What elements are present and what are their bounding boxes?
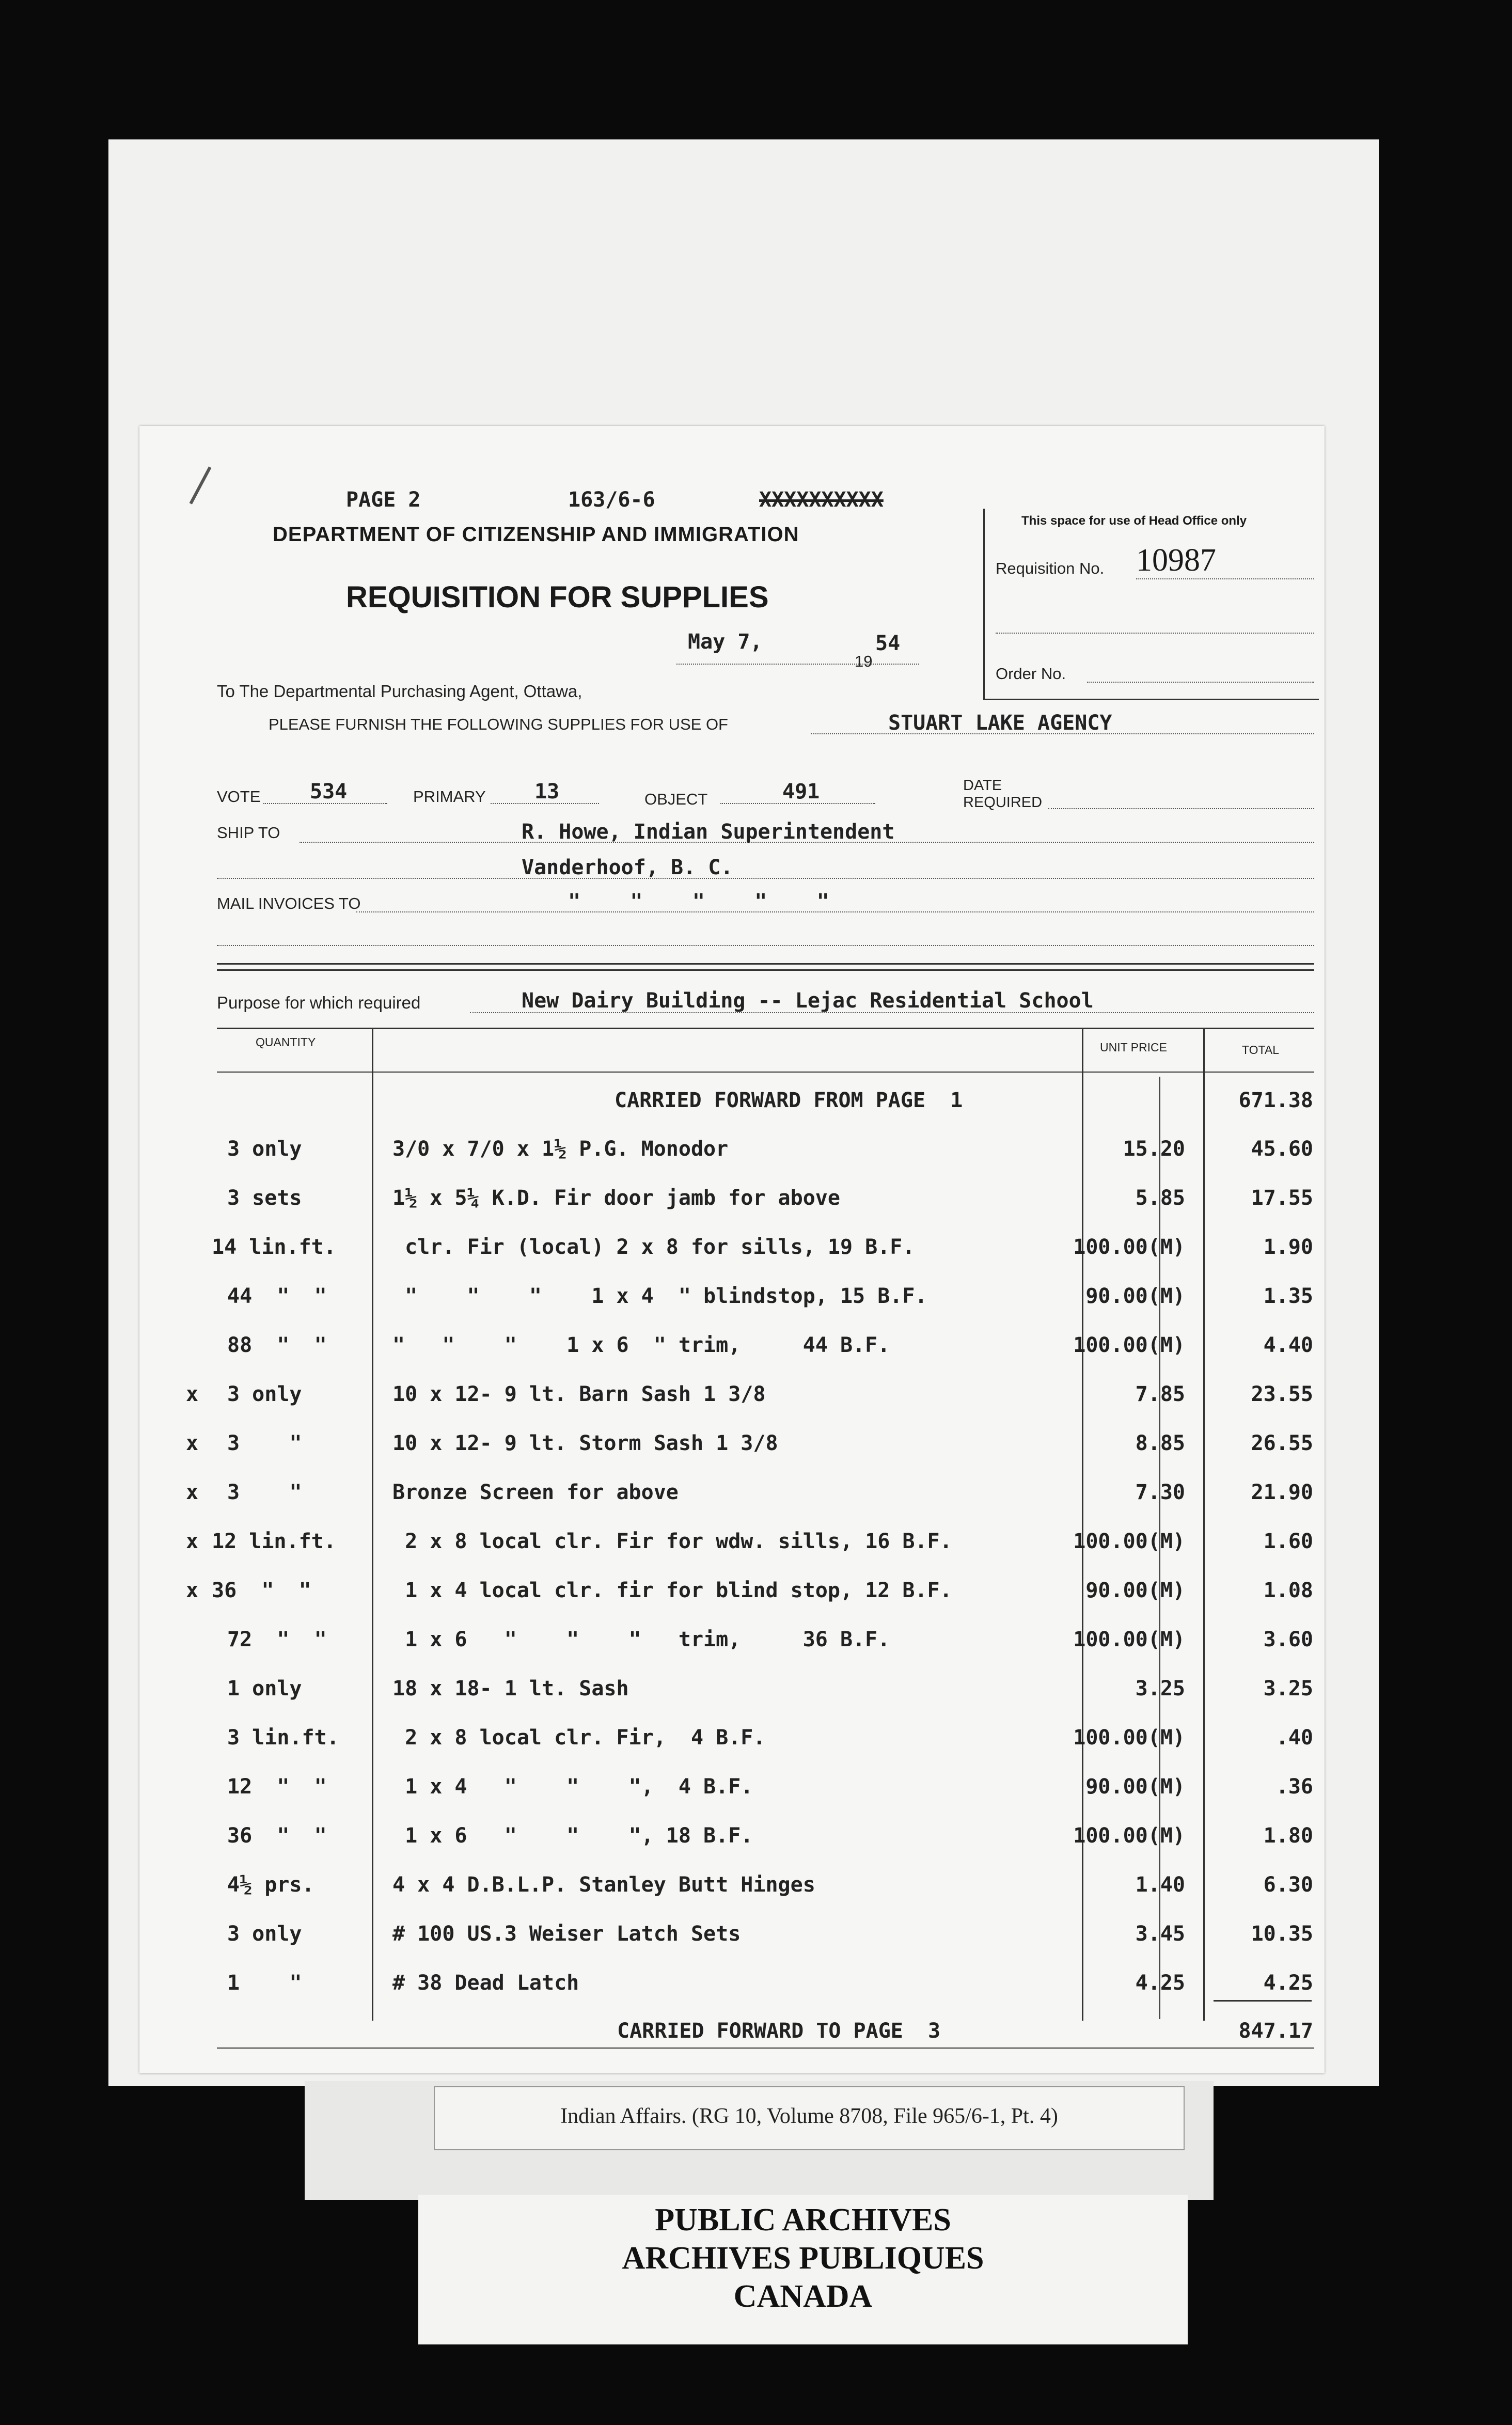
row-unit-price: 3.25	[1135, 1677, 1185, 1700]
row-total: 6.30	[1263, 1873, 1313, 1897]
row-description: 1 x 6 " " " trim, 36 B.F.	[392, 1628, 890, 1651]
row-total: .40	[1275, 1726, 1313, 1750]
archives-stamp	[418, 2195, 1188, 2344]
primary-label: PRIMARY	[413, 788, 486, 806]
requisition-form	[139, 426, 1325, 2073]
head-office-blank-dotline	[996, 633, 1314, 634]
primary-value: 13	[534, 780, 560, 804]
table-header-rule	[217, 1072, 1314, 1073]
row-unit-price: 3.45	[1135, 1922, 1185, 1946]
row-description: 2 x 8 local clr. Fir for wdw. sills, 16 B.F.	[392, 1530, 952, 1553]
archive-reference-box	[434, 2086, 1185, 2150]
row-unit-price: 7.85	[1135, 1382, 1185, 1406]
head-office-box-bottom	[983, 699, 1319, 700]
table-row	[139, 1824, 1325, 1855]
requisition-label: Requisition No.	[996, 559, 1105, 577]
row-unit-price: 5.85	[1135, 1186, 1185, 1210]
row-quantity: 1 only	[227, 1677, 302, 1700]
row-description: 3/0 x 7/0 x 1½ P.G. Monodor	[392, 1137, 729, 1161]
ship-to-label: SHIP TO	[217, 824, 280, 842]
row-total: 1.35	[1263, 1284, 1313, 1308]
order-label: Order No.	[996, 665, 1066, 683]
row-description: 1 x 4 local clr. fir for blind stop, 12 B.F.	[392, 1579, 952, 1602]
staple	[190, 466, 212, 504]
object-value: 491	[782, 780, 820, 804]
row-unit-price: 7.30	[1135, 1481, 1185, 1504]
row-description: " " " 1 x 4 " blindstop, 15 B.F.	[392, 1284, 927, 1308]
row-total: 17.55	[1251, 1186, 1313, 1210]
head-office-caption: This space for use of Head Office only	[1021, 514, 1247, 528]
table-row	[139, 1971, 1325, 2002]
row-description: 1½ x 5¼ K.D. Fir door jamb for above	[392, 1186, 840, 1210]
row-quantity: 12 lin.ft.	[212, 1530, 336, 1553]
carried-forward-from-total: 671.38	[1238, 1089, 1313, 1112]
archives-line-3: CANADA	[733, 2279, 873, 2314]
col-total: TOTAL	[1242, 1043, 1279, 1057]
row-quantity: 14 lin.ft.	[212, 1235, 336, 1259]
row-description: # 38 Dead Latch	[392, 1971, 579, 1995]
table-row	[139, 1677, 1325, 1708]
for-use-of-dotline	[811, 733, 1314, 734]
row-unit-price: 1.40	[1135, 1873, 1185, 1897]
row-quantity: 3 "	[227, 1481, 302, 1504]
mail-invoices-dotline-2	[217, 945, 1314, 946]
mail-invoices-label: MAIL INVOICES TO	[217, 894, 361, 912]
col-divider-quantity	[372, 1029, 373, 2021]
row-unit-price: 90.00(M)	[1085, 1579, 1185, 1602]
row-quantity: 3 only	[227, 1382, 302, 1406]
col-divider-total	[1203, 1029, 1205, 2021]
purpose-value: New Dairy Building -- Lejac Residential School	[522, 989, 1094, 1013]
row-description: 10 x 12- 9 lt. Barn Sash 1 3/8	[392, 1382, 766, 1406]
table-row	[139, 1186, 1325, 1217]
ship-to-dotline-1	[300, 842, 1314, 843]
row-description: 2 x 8 local clr. Fir, 4 B.F.	[392, 1726, 766, 1750]
order-dotline	[1087, 682, 1314, 683]
table-row	[139, 1922, 1325, 1953]
rule-double-1	[217, 963, 1314, 965]
row-quantity: 36 " "	[227, 1824, 327, 1848]
row-total: 1.60	[1263, 1530, 1313, 1553]
row-description: " " " 1 x 6 " trim, 44 B.F.	[392, 1333, 890, 1357]
row-mark: x	[186, 1530, 199, 1553]
table-row	[139, 1530, 1325, 1561]
row-total: 1.80	[1263, 1824, 1313, 1848]
date-required-label-1: DATE	[963, 777, 1002, 794]
carried-forward-from-text: CARRIED FORWARD FROM PAGE 1	[615, 1089, 963, 1112]
row-description: 1 x 6 " " ", 18 B.F.	[392, 1824, 753, 1848]
row-total: 1.08	[1263, 1579, 1313, 1602]
table-row	[139, 1137, 1325, 1168]
row-description: # 100 US.3 Weiser Latch Sets	[392, 1922, 741, 1946]
row-unit-price: 100.00(M)	[1073, 1726, 1185, 1750]
row-unit-price: 100.00(M)	[1073, 1530, 1185, 1553]
table-top-rule	[217, 1028, 1314, 1029]
row-quantity: 3 only	[227, 1137, 302, 1161]
table-bottom-rule	[217, 2048, 1314, 2049]
row-mark: x	[186, 1579, 199, 1602]
table-row	[139, 1333, 1325, 1364]
table-row	[139, 1235, 1325, 1266]
row-quantity: 88 " "	[227, 1333, 327, 1357]
requisition-dotline	[1136, 578, 1314, 579]
row-total: 4.25	[1263, 1971, 1313, 1995]
object-dotline	[720, 803, 875, 804]
row-quantity: 3 "	[227, 1431, 302, 1455]
row-quantity: 3 lin.ft.	[227, 1726, 339, 1750]
row-total: 10.35	[1251, 1922, 1313, 1946]
struck-text: XXXXXXXXXX	[759, 488, 884, 512]
row-mark: x	[186, 1382, 199, 1406]
furnish-line: PLEASE FURNISH THE FOLLOWING SUPPLIES FOR USE OF	[269, 715, 728, 733]
table-row	[139, 1579, 1325, 1610]
archives-line-2: ARCHIVES PUBLIQUES	[622, 2241, 984, 2276]
col-unit-price: UNIT PRICE	[1100, 1041, 1167, 1054]
carried-forward-to-total: 847.17	[1238, 2019, 1313, 2043]
row-quantity: 44 " "	[227, 1284, 327, 1308]
row-total: 1.90	[1263, 1235, 1313, 1259]
table-row	[139, 1382, 1325, 1413]
ship-to-dotline-2	[217, 878, 1314, 879]
table-row	[139, 1775, 1325, 1806]
rule-double-2	[217, 969, 1314, 971]
table-row	[139, 1628, 1325, 1659]
primary-dotline	[491, 803, 599, 804]
row-description: clr. Fir (local) 2 x 8 for sills, 19 B.F.	[392, 1235, 915, 1259]
archive-reference: Indian Affairs. (RG 10, Volume 8708, File 965/6-1, Pt. 4)	[560, 2104, 1058, 2128]
date-required-dotline	[1048, 808, 1314, 809]
purpose-dotline	[470, 1012, 1314, 1013]
row-total: 21.90	[1251, 1481, 1313, 1504]
row-description: 1 x 4 " " ", 4 B.F.	[392, 1775, 753, 1799]
file-number: 163/6-6	[568, 488, 655, 512]
row-total: .36	[1275, 1775, 1313, 1799]
object-label: OBJECT	[644, 790, 708, 808]
date-year: 54	[875, 632, 901, 655]
table-row	[139, 1873, 1325, 1904]
table-row	[139, 1431, 1325, 1462]
row-unit-price: 90.00(M)	[1085, 1775, 1185, 1799]
row-total: 45.60	[1251, 1137, 1313, 1161]
row-unit-price: 100.00(M)	[1073, 1333, 1185, 1357]
page-label: PAGE 2	[346, 488, 421, 512]
ship-to-line1: R. Howe, Indian Superintendent	[522, 820, 895, 844]
row-total: 4.40	[1263, 1333, 1313, 1357]
carried-forward-to-row	[139, 2019, 1325, 2050]
date-century: 19	[855, 652, 873, 670]
requisition-number: 10987	[1136, 543, 1216, 578]
form-title: REQUISITION FOR SUPPLIES	[346, 580, 769, 614]
table-row	[139, 1284, 1325, 1315]
row-total: 3.60	[1263, 1628, 1313, 1651]
row-quantity: 36 " "	[212, 1579, 311, 1602]
row-description: 4 x 4 D.B.L.P. Stanley Butt Hinges	[392, 1873, 815, 1897]
to-line: To The Departmental Purchasing Agent, Ottawa,	[217, 682, 582, 701]
row-description: Bronze Screen for above	[392, 1481, 679, 1504]
date-required-label-2: REQUIRED	[963, 794, 1043, 811]
row-description: 18 x 18- 1 lt. Sash	[392, 1677, 629, 1700]
date-dotline	[676, 664, 919, 665]
row-quantity: 12 " "	[227, 1775, 327, 1799]
ship-to-line2: Vanderhoof, B. C.	[522, 856, 733, 879]
head-office-box-border	[983, 509, 985, 700]
row-mark: x	[186, 1431, 199, 1455]
row-total: 23.55	[1251, 1382, 1313, 1406]
mail-invoices-value: " " " " "	[568, 890, 829, 914]
row-unit-price: 15.20	[1123, 1137, 1185, 1161]
row-total: 26.55	[1251, 1431, 1313, 1455]
row-unit-price: 100.00(M)	[1073, 1235, 1185, 1259]
col-divider-unit-price	[1082, 1029, 1083, 2021]
row-unit-price: 100.00(M)	[1073, 1824, 1185, 1848]
vote-label: VOTE	[217, 788, 261, 806]
row-quantity: 3 only	[227, 1922, 302, 1946]
subtotal-rule	[1214, 2000, 1312, 2002]
row-quantity: 4½ prs.	[227, 1873, 314, 1897]
archives-line-1: PUBLIC ARCHIVES	[655, 2202, 951, 2238]
mail-invoices-dotline-1	[356, 911, 1314, 912]
col-quantity: QUANTITY	[256, 1035, 316, 1049]
row-quantity: 72 " "	[227, 1628, 327, 1651]
row-unit-price: 8.85	[1135, 1431, 1185, 1455]
row-mark: x	[186, 1481, 199, 1504]
row-unit-price: 4.25	[1135, 1971, 1185, 1995]
date-month-day: May 7,	[688, 630, 763, 654]
carried-forward-to-text: CARRIED FORWARD TO PAGE 3	[617, 2019, 941, 2043]
row-unit-price: 90.00(M)	[1085, 1284, 1185, 1308]
purpose-label: Purpose for which required	[217, 993, 421, 1012]
row-quantity: 1 "	[227, 1971, 302, 1995]
row-total: 3.25	[1263, 1677, 1313, 1700]
row-unit-price: 100.00(M)	[1073, 1628, 1185, 1651]
vote-dotline	[263, 803, 387, 804]
carried-forward-from-row	[139, 1089, 1325, 1120]
department-name: DEPARTMENT OF CITIZENSHIP AND IMMIGRATION	[273, 523, 799, 546]
table-row	[139, 1726, 1325, 1757]
row-quantity: 3 sets	[227, 1186, 302, 1210]
vote-value: 534	[310, 780, 348, 804]
table-row	[139, 1481, 1325, 1511]
row-description: 10 x 12- 9 lt. Storm Sash 1 3/8	[392, 1431, 778, 1455]
for-use-of: STUART LAKE AGENCY	[888, 711, 1112, 735]
